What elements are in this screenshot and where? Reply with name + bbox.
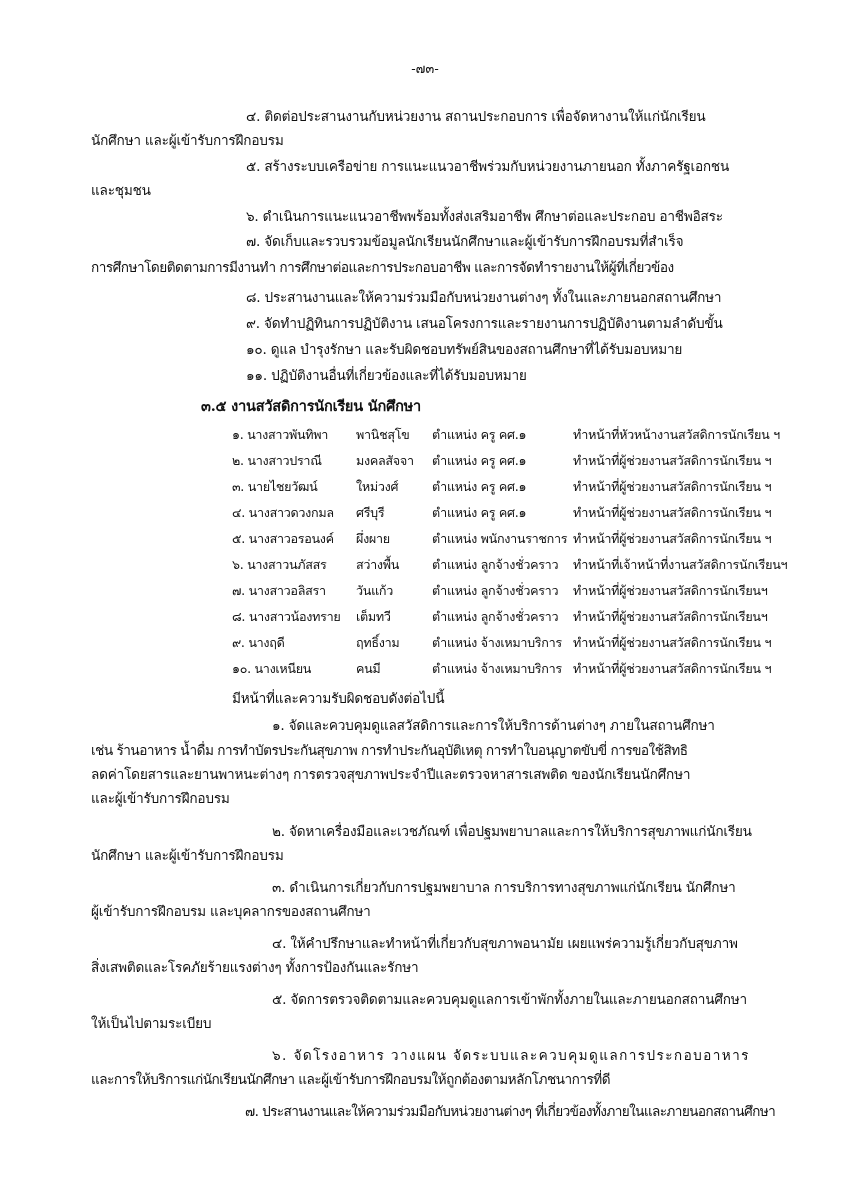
item-8: ๘. ประสานงานและให้ความร่วมมือกับหน่วยงานต่างๆ ทั้งในและภายนอกสถานศึกษา xyxy=(246,290,722,306)
staff-surname: ฤทธิ์งาม xyxy=(356,635,400,650)
staff-duty: ทำหน้าที่ผู้ช่วยงานสวัสดิการนักเรียนฯ xyxy=(573,609,768,624)
duty-1-line1: ๑. จัดและควบคุมดูแลสวัสดิการและการให้บริการด้านต่างๆ ภายในสถานศึกษา xyxy=(272,718,715,734)
item-7-line1: ๗. จัดเก็บและรวบรวมข้อมูลนักเรียนนักศึกษาและผู้เข้ารับการฝึกอบรมที่สำเร็จ xyxy=(246,234,684,250)
staff-position: ตำแหน่ง ครู คศ.๑ xyxy=(432,505,527,520)
item-4-line2: นักศึกษา และผู้เข้ารับการฝึกอบรม xyxy=(91,133,284,149)
staff-name: ๑๐. นางเหนียน xyxy=(232,661,312,676)
duty-5-line1: ๕. จัดการตรวจติดตามและควบคุมดูแลการเข้าพักทั้งภายในและภายนอกสถานศึกษา xyxy=(272,992,747,1008)
staff-name: ๕. นางสาวอรอนงค์ xyxy=(232,531,334,546)
staff-surname: วันแก้ว xyxy=(356,583,393,598)
staff-surname: พานิชสุโข xyxy=(356,427,410,442)
staff-duty: ทำหน้าที่เจ้าหน้าที่งานสวัสดิการนักเรียนฯ xyxy=(573,557,788,572)
staff-duty: ทำหน้าที่ผู้ช่วยงานสวัสดิการนักเรียน ฯ xyxy=(573,635,772,650)
staff-position: ตำแหน่ง จ้างเหมาบริการ xyxy=(432,661,562,676)
staff-duty: ทำหน้าที่ผู้ช่วยงานสวัสดิการนักเรียน ฯ xyxy=(573,505,772,520)
staff-position: ตำแหน่ง ครู คศ.๑ xyxy=(432,453,527,468)
duty-2-line1: ๒. จัดหาเครื่องมือและเวชภัณฑ์ เพื่อปฐมพยาบาลและการให้บริการสุขภาพแก่นักเรียน xyxy=(272,824,752,840)
duty-1-line4: และผู้เข้ารับการฝึกอบรม xyxy=(91,791,230,807)
item-5-line1: ๕. สร้างระบบเครือข่าย การแนะแนวอาชีพร่วมกับหน่วยงานภายนอก ทั้งภาครัฐเอกชน xyxy=(246,159,730,175)
duty-4-line2: สิ่งเสพติดและโรคภัยร้ายแรงต่างๆ ทั้งการป้องกันและรักษา xyxy=(91,960,419,976)
staff-name: ๖. นางสาวนภัสสร xyxy=(232,557,327,572)
staff-name: ๒. นางสาวปราณี xyxy=(232,453,322,468)
duty-5-line2: ให้เป็นไปตามระเบียบ xyxy=(91,1016,212,1032)
item-10: ๑๐. ดูแล บำรุงรักษา และรับผิดชอบทรัพย์สินของสถานศึกษาที่ได้รับมอบหมาย xyxy=(246,342,683,358)
staff-duty: ทำหน้าที่ผู้ช่วยงานสวัสดิการนักเรียน ฯ xyxy=(573,479,772,494)
item-11: ๑๑. ปฏิบัติงานอื่นที่เกี่ยวข้องและที่ได้รับมอบหมาย xyxy=(246,368,527,384)
section-heading: ๓.๕ งานสวัสดิการนักเรียน นักศึกษา xyxy=(201,398,421,415)
item-4-line1: ๔. ติดต่อประสานงานกับหน่วยงาน สถานประกอบการ เพื่อจัดหางานให้แก่นักเรียน xyxy=(246,109,706,125)
staff-surname: ศรีบุรี xyxy=(356,505,385,520)
item-9: ๙. จัดทำปฏิทินการปฏิบัติงาน เสนอโครงการและรายงานการปฏิบัติงานตามลำดับขั้น xyxy=(246,316,723,332)
duty-6-line2: และการให้บริการแก่นักเรียนนักศึกษา และผู้เข้ารับการฝึกอบรมให้ถูกต้องตามหลักโภชนาการที่ดี xyxy=(91,1072,611,1088)
duty-7-line1: ๗. ประสานงานและให้ความร่วมมือกับหน่วยงานต่างๆ ที่เกี่ยวข้องทั้งภายในและภายนอกสถานศึกษา xyxy=(245,1104,776,1120)
item-5-line2: และชุมชน xyxy=(91,183,151,199)
staff-position: ตำแหน่ง พนักงานราชการ xyxy=(432,531,568,546)
staff-name: ๓. นายไชยวัฒน์ xyxy=(232,479,318,494)
staff-name: ๘. นางสาวน้องทราย xyxy=(232,609,341,624)
staff-position: ตำแหน่ง ครู คศ.๑ xyxy=(432,479,527,494)
staff-position: ตำแหน่ง ลูกจ้างชั่วคราว xyxy=(432,557,559,572)
staff-position: ตำแหน่ง จ้างเหมาบริการ xyxy=(432,635,562,650)
staff-position: ตำแหน่ง ครู คศ.๑ xyxy=(432,427,527,442)
duty-2-line2: นักศึกษา และผู้เข้ารับการฝึกอบรม xyxy=(91,848,284,864)
item-6: ๖. ดำเนินการแนะแนวอาชีพพร้อมทั้งส่งเสริมอาชีพ ศึกษาต่อและประกอบ อาชีพอิสระ xyxy=(246,209,723,225)
item-7-line2: การศึกษาโดยติดตามการมีงานทำ การศึกษาต่อและการประกอบอาชีพ และการจัดทำรายงานให้ผู้ที่เกี่ยวข้อง xyxy=(91,260,674,276)
staff-surname: สว่างพื้น xyxy=(356,557,400,572)
staff-name: ๙. นางฤดี xyxy=(232,635,285,650)
staff-position: ตำแหน่ง ลูกจ้างชั่วคราว xyxy=(432,609,559,624)
staff-surname: ผึ่งผาย xyxy=(356,531,390,546)
duty-3-line2: ผู้เข้ารับการฝึกอบรม และบุคลากรของสถานศึกษา xyxy=(91,904,371,920)
duty-4-line1: ๔. ให้คำปรึกษาและทำหน้าที่เกี่ยวกับสุขภาพอนามัย เผยแพร่ความรู้เกี่ยวกับสุขภาพ xyxy=(272,936,738,952)
staff-name: ๑. นางสาวพันทิพา xyxy=(232,427,329,442)
staff-duty: ทำหน้าที่ผู้ช่วยงานสวัสดิการนักเรียน ฯ xyxy=(573,661,772,676)
staff-surname: คนมี xyxy=(356,661,381,676)
staff-duty: ทำหน้าที่ผู้ช่วยงานสวัสดิการนักเรียนฯ xyxy=(573,583,768,598)
staff-surname: เต็มทวี xyxy=(356,609,391,624)
staff-surname: มงคลสัจจา xyxy=(356,453,414,468)
staff-name: ๔. นางสาวดวงกมล xyxy=(232,505,334,520)
duty-3-line1: ๓. ดำเนินการเกี่ยวกับการปฐมพยาบาล การบริการทางสุขภาพแก่นักเรียน นักศึกษา xyxy=(272,880,736,896)
page-number: -๗๓- xyxy=(411,62,439,77)
staff-position: ตำแหน่ง ลูกจ้างชั่วคราว xyxy=(432,583,559,598)
staff-name: ๗. นางสาวอลิสรา xyxy=(232,583,326,598)
staff-duty: ทำหน้าที่ผู้ช่วยงานสวัสดิการนักเรียน ฯ xyxy=(573,531,772,546)
staff-duty: ทำหน้าที่ผู้ช่วยงานสวัสดิการนักเรียน ฯ xyxy=(573,453,772,468)
duties-intro: มีหน้าที่และความรับผิดชอบดังต่อไปนี้ xyxy=(232,691,445,707)
duty-6-line1: ๖. จัดโรงอาหาร วางแผน จัดระบบและควบคุมดูแลการประกอบอาหาร xyxy=(272,1048,750,1064)
staff-surname: ใหม่วงศ์ xyxy=(356,479,399,494)
duty-1-line2: เช่น ร้านอาหาร น้ำดื่ม การทำบัตรประกันสุขภาพ การทำประกันอุบัติเหตุ การทำใบอนุญาตขับขี่ การขอใช้สิทธิ xyxy=(91,743,688,759)
duty-1-line3: ลดค่าโดยสารและยานพาหนะต่างๆ การตรวจสุขภาพประจำปีและตรวจหาสารเสพติด ของนักเรียนนักศึกษา xyxy=(91,767,691,783)
staff-duty: ทำหน้าที่หัวหน้างานสวัสดิการนักเรียน ฯ xyxy=(573,427,780,442)
